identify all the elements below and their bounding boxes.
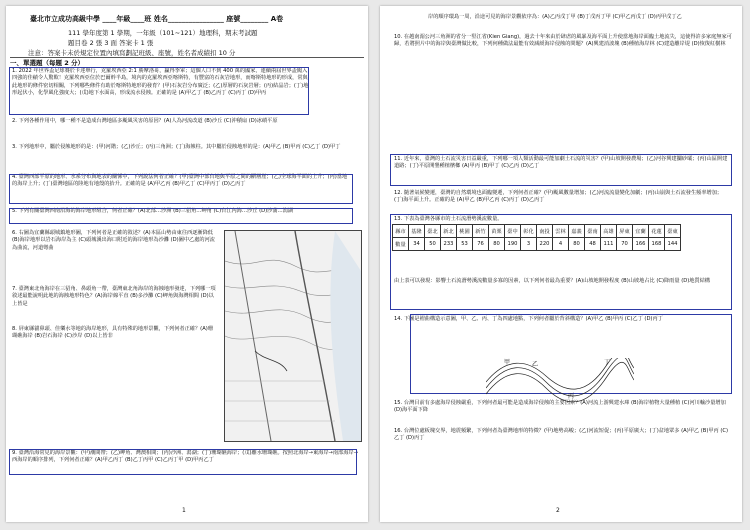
table-row-label: 數量	[393, 238, 409, 251]
highlight-box-q1	[9, 67, 309, 115]
school-header: 臺北市立成功高級中學 ____年級____班 姓名________________ 座號________ A卷	[30, 15, 284, 23]
question-text: 下表為臺灣各縣市的土石流潛勢溪流數量。	[403, 216, 503, 222]
question-text: 臺灣沿海常見的海岸景觀：(甲)潮間帶；(乙)岬角、灣澳相間；(丙)沙洲、潟湖；(丁)珊瑚礁海岸；(戊)離水珊瑚礁。按照北海岸→東海岸→南部海岸→西海岸的順序排列，下列何者正確？(A)甲乙丙丁 (B)乙丁丙甲 (C)乙丙丁甲 (D)甲丙乙丁	[12, 450, 358, 464]
table-header-cell: 基隆	[409, 225, 425, 238]
question-text: 下圖是褶曲構造示意圖，甲、乙、丙、丁為四處地點，下列何者屬於背斜構造？(A)甲乙 (B)甲丙 (C)乙丁 (D)丙丁	[403, 316, 663, 322]
topographic-map	[224, 230, 362, 442]
question-number: 1.	[12, 68, 17, 74]
table-header-cell: 嘉義	[569, 225, 585, 238]
table-header-cell: 新北	[441, 225, 457, 238]
question-number: 14.	[394, 316, 403, 322]
table-cell: 50	[425, 238, 441, 251]
table-cell: 34	[409, 238, 425, 251]
table-cell: 53	[457, 238, 473, 251]
question-text: 在越南湄公河三角洲的省分一堅江省(Kien Giang)，過去十年來由於肆虐的風暴及海平面上升使當地海岸面臨土地流失，這使得許多家庭無家可歸，若將照片中的海岸與臺灣做比較，下列何種做法最能有效減緩海岸侵蝕的問題？(A)興建消波塊 (B)種植海岸林 (C)建造離岸堤 (D)恢復紅樹林	[394, 34, 732, 48]
question-number: 6.	[12, 230, 17, 236]
question-number: 5.	[12, 208, 17, 214]
section-heading: 一、單選題（每題 2 分）	[10, 59, 85, 67]
table-header-cell: 花蓮	[649, 225, 665, 238]
question-text: 下列各種作用中，哪一種不是造成台灣地區多颱風災害的原因？(A)人為河流改道 (B)沙丘 (C)沖積扇 (D)冰磧平原	[18, 118, 278, 124]
table-header-cell: 新竹	[473, 225, 489, 238]
question-text: 臺灣東北角海岸在三貂角、鼻頭角一帶，臺灣東北角海岸的海蝕地形發達，下列哪一項敘述最能說明此地的海蝕地形特色？(A)海岸線平直 (B)多沙灘 (C)岬角與海灣相間 (D)以上皆是	[12, 286, 216, 307]
debris-flow-table	[392, 224, 681, 251]
question-number: 12.	[394, 190, 403, 196]
highlight-box-q9	[9, 449, 357, 475]
page-number: 1	[182, 507, 186, 514]
table-header-row	[393, 225, 681, 238]
question-text: 右圖為宜蘭縣頭城鎮地形圖，下列何者是正確的敘述？(A)本區山勢由東往西逐漸降低 (B)海岸地形以岩石海岸為主 (C)頭城溪出海口附近的海岸地形為沙灘 (D)圖中乙處的河流為曲流，河道彎曲	[12, 230, 215, 251]
exam-title: 111 學年度第 1 學期，一年級（101∼121）地理科，期末考試題	[68, 29, 258, 37]
table-cell: 190	[505, 238, 521, 251]
table-header-cell: 屏東	[617, 225, 633, 238]
question-text: 屏東縣貓鼻頭、佳樂水等地的海岸地形，具有特殊的地形景觀，下列何者正確？(A)珊瑚礁海岸 (B)岩石海岸 (C)沙岸 (D)以上皆非	[12, 326, 213, 340]
highlight-box-q11	[390, 154, 732, 186]
question-9-continued	[428, 14, 734, 21]
table-header-cell: 南投	[537, 225, 553, 238]
question-text: 台灣目前有多處海岸侵蝕嚴重，下列何者最可能是造成海岸侵蝕的主要因素？(A)河流上游興建水庫 (B)海岸植物大量種植 (C)河川輸沙量增加 (D)海平面下降	[394, 400, 726, 414]
question-text: 2022 年世界盃足球賽於卡達舉行，克羅埃西亞 2:1 勝摩洛哥，贏得季軍；這個人口不到 400 萬的國家，連續兩屆世界盃闖入四強的佳績令人驚歎！克羅埃西亞位於巴爾幹半島，境內的克羅埃西亞喀斯特，有豐富的石灰岩地形，而喀斯特地形的形成，常與此地形的條件密切相關，下列哪些條件有助於喀斯特地形的發育？(甲)石灰岩分布廣泛；(乙)厚層的石灰岩層；(丙)結晶岩；(丁)地形起伏小，化學風化強度大；(戊)地下水面高，形成流水侵蝕。正確的是 (A)甲乙丁 (B)乙丙丁 (C)丙丁 (D)甲丙	[12, 68, 309, 97]
diagram-label: 丙	[568, 393, 575, 400]
exam-page-1	[6, 6, 368, 522]
question-text: 臺灣西部平原的地形、水系分布與地表的關係中，下列說法何者正確？(甲)臺灣中部台地與平原之間的斷層崖；(乙)全球海平面的上升；(丙)當地的海岸上升；(丁)臺灣地區的陸地有地殼的抬升。正確的是 (A)甲乙丙 (B)甲乙丁 (C)甲丙丁 (D)乙丙丁	[12, 174, 348, 188]
page-number: 2	[556, 507, 560, 514]
table-cell: 80	[489, 238, 505, 251]
table-cell: 3	[521, 238, 537, 251]
exam-page-2	[380, 6, 742, 522]
fold-structure-diagram	[486, 358, 634, 402]
question-6	[12, 230, 218, 252]
question-8	[12, 326, 218, 341]
question-number: 3.	[12, 144, 17, 150]
highlight-box-q5	[9, 208, 353, 224]
highlight-box-q4	[9, 174, 353, 204]
question-7	[12, 286, 218, 308]
question-13-options	[394, 278, 730, 285]
question-2	[12, 118, 352, 125]
question-15	[394, 400, 730, 415]
diagram-label: 甲	[504, 359, 511, 366]
question-text: 由上表可以發現：影響土石流潛勢溪流數量多寡的因素，以下列何者最為重要？(A)山坡地開發程度 (B)山坡地占比 (C)降雨量 (D)地質結構	[394, 278, 710, 284]
question-text: 台灣位處板塊交界，地震頻繁，下列何者為臺灣地形的特徵？(甲)地勢高峻；(乙)河流短促；(丙)平原廣大；(丁)盆地眾多 (A)甲乙 (B)甲丙 (C)乙丁 (D)丙丁	[394, 428, 729, 442]
question-number: 7.	[12, 286, 17, 292]
question-text: 近年來，臺灣的土石流災害日益嚴重，下列哪一項人類活動最可能加劇土石流的災害？(甲)山坡開發農場；(乙)河谷興建攔砂壩；(丙)山區開建道路；(丁)平原開墾種植檳榔 (A)甲丙 (B)甲丁 (C)乙丙 (D)乙丁	[394, 156, 728, 170]
question-text: 隨著氣候變遷，臺灣的自然環境也面臨變遷，下列何者正確？(甲)颱風數量增加；(乙)河流流量變化加劇；(丙)山崩與土石流發生頻率增加；(丁)海平面上升。正確的是 (A)甲乙 (B)甲乙丙 (C)丙丁 (D)乙丙丁	[394, 190, 723, 204]
table-cell: 111	[601, 238, 617, 251]
table-cell: 220	[537, 238, 553, 251]
table-header-cell: 宜蘭	[633, 225, 649, 238]
table-row	[393, 238, 681, 251]
question-number: 2.	[12, 118, 17, 124]
table-cell: 48	[585, 238, 601, 251]
question-number: 11.	[394, 156, 403, 162]
question-10	[394, 34, 734, 49]
table-header-cell: 桃園	[457, 225, 473, 238]
question-number: 15.	[394, 400, 403, 406]
table-cell: 70	[617, 238, 633, 251]
diagram-label: 乙	[532, 361, 539, 368]
question-number: 9.	[12, 450, 17, 456]
table-cell: 168	[649, 238, 665, 251]
table-cell: 76	[473, 238, 489, 251]
table-header-cell: 臺北	[425, 225, 441, 238]
table-cell: 233	[441, 238, 457, 251]
question-number: 10.	[394, 34, 403, 40]
topographic-map-drawing	[225, 231, 361, 441]
table-header-cell: 彰化	[521, 225, 537, 238]
table-cell: 80	[569, 238, 585, 251]
table-header-cell: 臺東	[665, 225, 681, 238]
question-number: 8.	[12, 326, 17, 332]
table-header-cell: 縣市	[393, 225, 409, 238]
diagram-label: 丁	[604, 359, 611, 366]
question-text: 岸的順序環島一周，沿途可見的海岸景觀依序為：(A)乙丙戊丁甲 (B)丁戊丙丁甲 (C)甲乙丙戊丁 (D)丙甲戊丁乙	[428, 14, 682, 20]
question-number: 4.	[12, 174, 17, 180]
question-12	[394, 190, 730, 205]
table-cell: 144	[665, 238, 681, 251]
exam-info: 題目卷 2 張 3 面 答案卡 1 張	[68, 39, 154, 47]
table-header-cell: 臺南	[585, 225, 601, 238]
exam-notice: 注意：答案卡未於規定位置內填寫劃記班級、座號，姓名者成績扣 10 分	[28, 49, 236, 57]
question-3	[12, 144, 352, 151]
question-number: 16.	[394, 428, 403, 434]
table-header-cell: 苗栗	[489, 225, 505, 238]
table-header-cell: 高雄	[601, 225, 617, 238]
table-cell: 166	[633, 238, 649, 251]
question-number: 13.	[394, 216, 403, 222]
table-header-cell: 臺中	[505, 225, 521, 238]
question-16	[394, 428, 730, 443]
table-header-cell: 雲林	[553, 225, 569, 238]
question-text: 下列地形中，屬於侵蝕地形的是：(甲)河階；(乙)沙丘；(丙)三角洲；(丁)海蝕柱。其中屬於侵蝕地形的是：(A)甲乙 (B)甲丙 (C)乙丁 (D)甲丁	[18, 144, 341, 150]
question-text: 下列有關臺灣西南沿海的海岸地形組合，何者正確？(A)北部…沙洲 (B)三貂角…岬角 (C)台江內海…沙丘 (D)沙蒲…潟湖	[18, 208, 294, 214]
table-cell: 4	[553, 238, 569, 251]
